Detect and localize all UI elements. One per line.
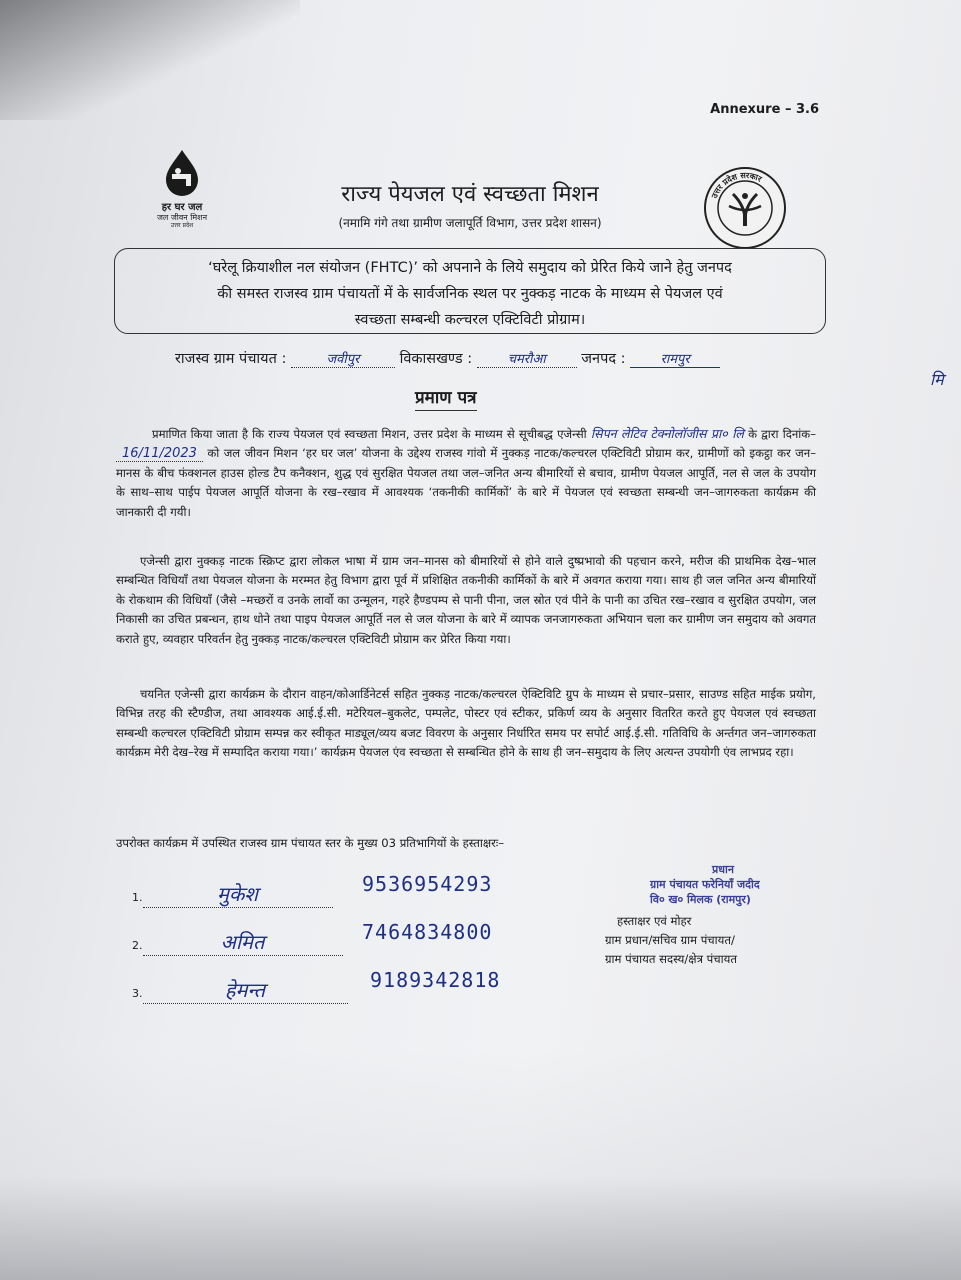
- emblem-icon: [703, 166, 787, 250]
- district-label: जनपद :: [581, 351, 626, 367]
- signature-line1: हस्ताक्षर एवं मोहर: [617, 914, 692, 928]
- programme-banner: [114, 248, 826, 334]
- panchayat-label: राजस्व ग्राम पंचायत :: [175, 351, 287, 367]
- background-shadow: [0, 0, 300, 120]
- banner-line3: स्वच्छता सम्बन्धी कल्चरल एक्टिविटी प्रोग्राम।: [354, 312, 586, 328]
- paragraph-3: चयनित एजेन्सी द्वारा कार्यक्रम के दौरान वाहन/कोआर्डिनेटर्स सहित नुक्कड़ नाटक/कल्चरल ऐक्टिविटि ग्रुप के माध्यम से प्रचार–प्रसार, साउण्ड सहित माईक प्रयोग, विभिन्न तरह की स्टैण्डीज, तथा आवश्यक आई.ई.सी. मटेरियल–बुकलेट, पम्पलेट, पोस्टर एवं स्टीकर, प्रकिर्ण व्यय के अनुसार वितरित करते हुए पेयजल एवं स्वच्छता सम्बन्धी कल्चरल एक्टिविटी प्रोग्राम सम्पन्न कर स्वीकृत माड्यूल/व्यय बजट विवरण के अनुसार निर्धारित समय पर सपोर्ट आई.ई.सी. गतिविधि के अर्न्तगत जन–जागरुकता कार्यक्रम मेरी देख–रेख में सम्पादित कराया गया।’ कार्यक्रम पेयजल एंव स्वच्छता से सम्बन्धित होने के साथ ही जन–समुदाय के लिए अत्यन्त उपयोगी एंव लाभप्रद रहा।: [116, 687, 816, 760]
- signature-block: [605, 912, 737, 969]
- margin-note: मि: [930, 370, 944, 389]
- signatory-number: 2.: [132, 939, 143, 952]
- banner-line2: की समस्त राजस्व ग्राम पंचायतों में के सार्वजनिक स्थल पर नुक्कड़ नाटक के माध्यम से पेयजल एवं: [217, 286, 723, 302]
- stamp-line3: वि० ख० मिलक (रामपुर): [650, 893, 751, 906]
- signatory-number: 3.: [132, 987, 143, 1000]
- mission-subtitle: (नमामि गंगे तथा ग्रामीण जलापूर्ति विभाग, उत्तर प्रदेश शासन): [338, 216, 602, 230]
- signatory-row: [132, 880, 333, 908]
- stamp-line1: प्रधान: [712, 863, 734, 876]
- signatory-phone: 9189342818: [370, 968, 501, 992]
- signatory-number: 1.: [132, 891, 143, 904]
- background-shadow: [0, 1050, 961, 1280]
- location-fields: [175, 348, 720, 368]
- panchayat-value: जवीपुर: [291, 349, 395, 368]
- pradhan-stamp: [650, 862, 820, 907]
- block-label: विकासखण्ड :: [399, 351, 473, 367]
- paragraph-2: एजेन्सी द्वारा नुक्कड़ नाटक स्क्रिप्ट द्वारा लोकल भाषा में ग्राम जन–मानस को बीमारियों से होने वाले दुष्प्रभावो की पहचान करने, मरीज की प्राथमिक देख–भाल सम्बन्धित विधियाँ तथा पेयजल योजना के मरम्मत हेतु विभाग द्वारा पूर्व में प्रशिक्षित तकनीकी कार्मिकों के बारे में अवगत कराया गया। साथ ही जल जनित अन्य बीमारियों के रोकथाम की विधियाँ (जैसे –मच्छरों व उनके लार्वो का उन्मूलन, गहरे हैण्डपम्प से पानी पीना, जल स्रोत एवं पीने के पानी का उचित रख–रखाव व सुरक्षित उपयोग, जल निकासी का उचित प्रबन्धन, हाथ धोने तथा पाइप पेयजल आपूर्ति नल से जल योजना के बारे में व्यापक जनजागरुकता अभियान चला कर ग्रामीण जन समुदाय को अवगत कराते हुए, व्यवहार परिवर्तन हेतु नुक्कड़ नाटक/कल्चरल एक्टिविटी प्रोग्राम कर प्रेरित किया गया।: [116, 554, 816, 646]
- signature-line3: ग्राम पंचायत सदस्य/क्षेत्र पंचायत: [605, 952, 737, 966]
- block-value: चमरौआ: [477, 349, 577, 368]
- para1-part3: को जल जीवन मिशन ‘हर घर जल’ योजना के उद्देश्य राजस्व गांवो में नुक्कड़ नाटक/कल्चरल एक्टिविटी प्रोग्राम कर, ग्रामीणों को इकट्ठा कर जन–मानस के बीच फंक्शनल हाउस होल्ड टैप कनैक्शन, शुद्ध एवं सुरक्षित पेयजल तथा जल–जनित अन्य बीमारियों से बचाव, ग्रामीण पेयजल आपूर्ति, नल से जल के उपयोग के साथ–साथ पाईप पेयजल आपूर्ति योजना के रख–रखाव में आवश्यक ‘तकनीकी कार्मिकों’ के बारे में पेयजल एवं स्वच्छता सम्बन्धी जन–जागरुकता कार्यक्रम की जानकारी दी गयी।: [116, 446, 816, 519]
- signatory-phone: 9536954293: [362, 872, 493, 896]
- signatory-name: हेमन्त: [143, 976, 348, 1004]
- banner-line1: ‘घरेलू क्रियाशील नल संयोजन (FHTC)’ को अपनाने के लिये समुदाय को प्रेरित किये जाने हेतु जनपद: [208, 260, 732, 276]
- har-ghar-jal-logo: [143, 148, 221, 230]
- up-government-seal: [703, 166, 787, 250]
- paragraph-1: [116, 424, 816, 522]
- district-value: रामपुर: [630, 349, 720, 368]
- logo-line2: जल जीवन मिशन: [156, 213, 208, 222]
- para1-part1: प्रमाणित किया जाता है कि राज्य पेयजल एवं स्वच्छता मिशन, उत्तर प्रदेश के माध्यम से सूचीबद्ध एजेन्सी: [152, 427, 587, 441]
- signatories-intro: उपरोक्त कार्यक्रम में उपस्थित राजस्व ग्राम पंचायत स्तर के मुख्य 03 प्रतिभागियों के हस्ताक्षरः–: [116, 836, 505, 850]
- stamp-line2: ग्राम पंचायत फरेनियाँ जदीद: [650, 878, 760, 891]
- signatory-name: अमित: [143, 928, 343, 956]
- signatory-name: मुकेश: [143, 880, 333, 908]
- seal-text: उत्तर प्रदेश सरकार: [709, 170, 764, 200]
- signatory-row: [132, 928, 343, 956]
- logo-line1: हर घर जल: [161, 202, 203, 213]
- agency-name: सिपन लेटिव टेक्नोलॉजीस प्रा० लि: [590, 426, 744, 441]
- signature-line2: ग्राम प्रधान/सचिव ग्राम पंचायत/: [605, 933, 735, 947]
- mission-title: राज्य पेयजल एवं स्वच्छता मिशन: [341, 182, 599, 207]
- logo-line3: उत्तर प्रदेश: [170, 222, 194, 229]
- programme-date: 16/11/2023: [116, 446, 203, 462]
- annexure-label: Annexure – 3.6: [710, 102, 819, 117]
- para1-part2: के द्वारा दिनांक–: [748, 427, 817, 441]
- signatory-phone: 7464834800: [362, 920, 493, 944]
- water-drop-tap-icon: [162, 148, 202, 196]
- signatory-row: [132, 976, 348, 1004]
- certificate-title: प्रमाण पत्र: [415, 385, 477, 411]
